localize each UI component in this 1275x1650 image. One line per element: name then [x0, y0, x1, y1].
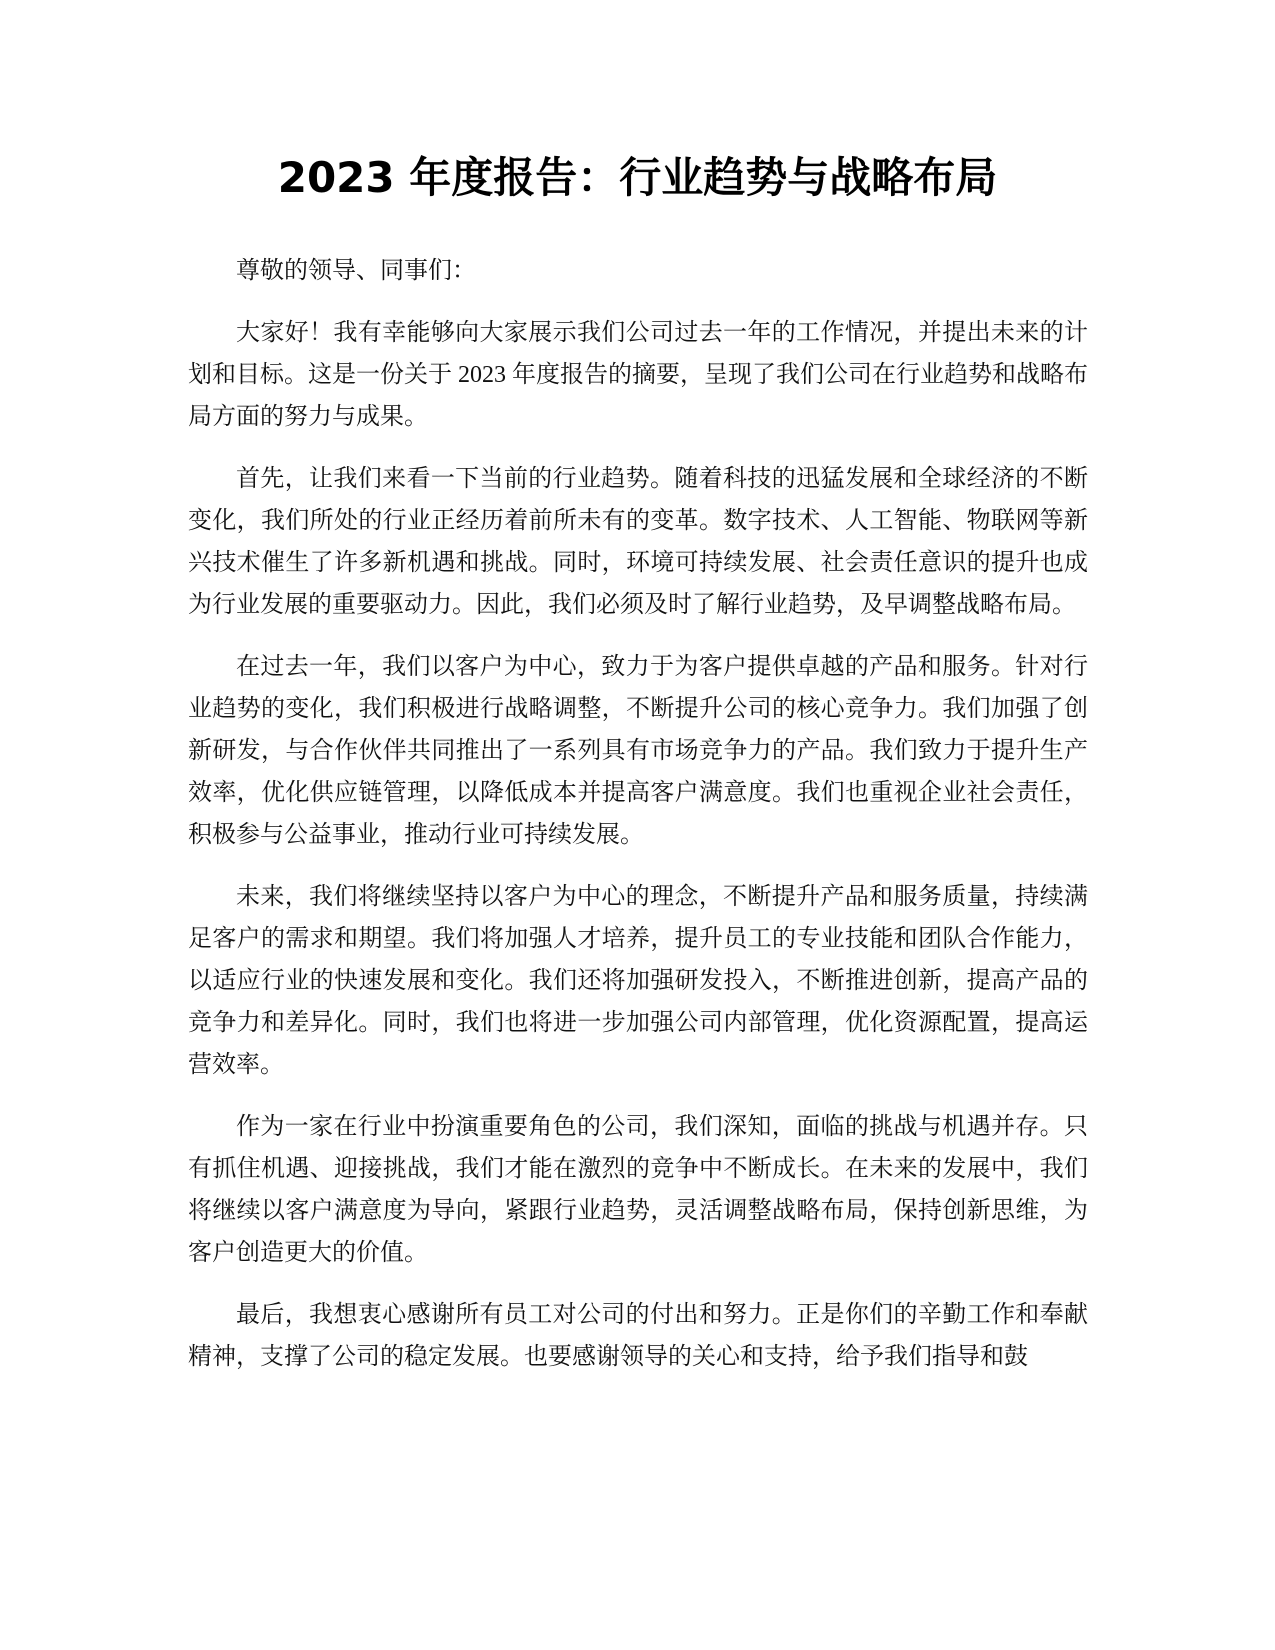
document-title: 2023 年度报告：行业趋势与战略布局	[277, 153, 998, 202]
salutation: 尊敬的领导、同事们：	[236, 258, 476, 284]
paragraph-intro: 大家好！我有幸能够向大家展示我们公司过去一年的工作情况，并提出未来的计划和目标。这是一份关于 2023 年度报告的摘要，呈现了我们公司在行业趋势和战略布局方面的努力与成果。	[188, 320, 1088, 430]
paragraph-industry-trends: 首先，让我们来看一下当前的行业趋势。随着科技的迅猛发展和全球经济的不断变化，我们所处的行业正经历着前所未有的变革。数字技术、人工智能、物联网等新兴技术催生了许多新机遇和挑战。同时，环境可持续发展、社会责任意识的提升也成为行业发展的重要驱动力。因此，我们必须及时了解行业趋势，及早调整战略布局。	[188, 466, 1088, 618]
paragraph-past-year: 在过去一年，我们以客户为中心，致力于为客户提供卓越的产品和服务。针对行业趋势的变化，我们积极进行战略调整，不断提升公司的核心竞争力。我们加强了创新研发，与合作伙伴共同推出了一系列具有市场竞争力的产品。我们致力于提升生产效率，优化供应链管理，以降低成本并提高客户满意度。我们也重视企业社会责任，积极参与公益事业，推动行业可持续发展。	[188, 654, 1088, 848]
paragraph-thanks: 最后，我想衷心感谢所有员工对公司的付出和努力。正是你们的辛勤工作和奉献精神，支撑了公司的稳定发展。也要感谢领导的关心和支持，给予我们指导和鼓	[188, 1302, 1088, 1370]
document-body	[188, 250, 1088, 1398]
paragraph-challenges: 作为一家在行业中扮演重要角色的公司，我们深知，面临的挑战与机遇并存。只有抓住机遇、迎接挑战，我们才能在激烈的竞争中不断成长。在未来的发展中，我们将继续以客户满意度为导向，紧跟行业趋势，灵活调整战略布局，保持创新思维，为客户创造更大的价值。	[188, 1114, 1088, 1266]
paragraph-future-plans: 未来，我们将继续坚持以客户为中心的理念，不断提升产品和服务质量，持续满足客户的需求和期望。我们将加强人才培养，提升员工的专业技能和团队合作能力，以适应行业的快速发展和变化。我们还将加强研发投入，不断推进创新，提高产品的竞争力和差异化。同时，我们也将进一步加强公司内部管理，优化资源配置，提高运营效率。	[188, 884, 1088, 1078]
